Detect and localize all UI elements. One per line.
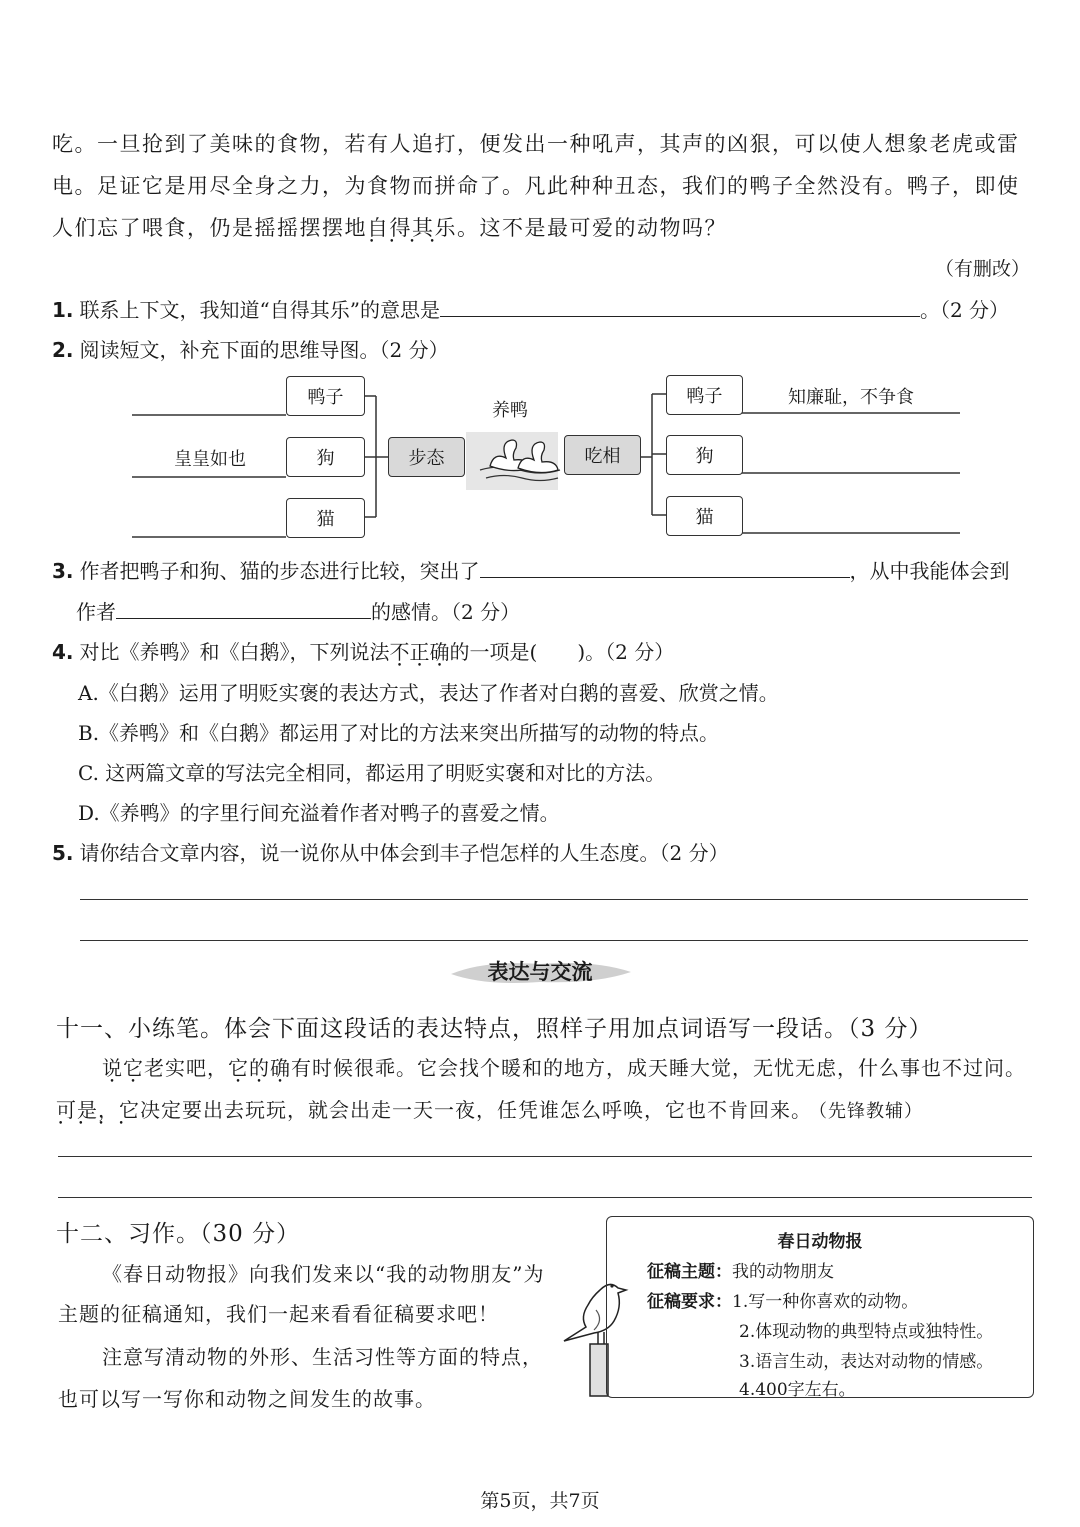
option-a[interactable]: A.《白鹅》运用了明贬实褒的表达方式，表达了作者对白鹅的喜爱、欣赏之情。 — [78, 681, 779, 705]
dotted-phrase: 自得其乐 • • • • — [367, 212, 457, 242]
left-hub-gait: 步态 — [388, 437, 465, 477]
s12-para1-line1: 《春日动物报》向我们发来以“我的动物朋友”为 — [102, 1262, 545, 1286]
left-node-dog: 狗 — [286, 437, 365, 477]
option-d[interactable]: D.《养鸭》的字里行间充溢着作者对鸭子的喜爱之情。 — [78, 801, 560, 825]
ducks-illustration — [466, 432, 560, 490]
question-5: 5. 请你结合文章内容，说一说你从中体会到丰子恺怎样的人生态度。（2 分） — [52, 841, 729, 865]
question-4: 4. 对比《养鸭》和《白鹅》，下列说法不正确的一项是( )。（2 分） — [52, 640, 675, 664]
right-answer-blank-dog[interactable] — [742, 453, 960, 473]
q3-answer-blank-2[interactable] — [116, 618, 371, 619]
right-note: 知廉耻，不争食 — [788, 387, 914, 408]
notice-theme-row: 征稿主题：我的动物朋友 — [647, 1262, 834, 1282]
q5-answer-line-1[interactable] — [80, 899, 1028, 900]
section-11-line-2: 可是 • • • •，它决定要出去玩玩，就会出走一天一夜，任凭谁怎么呼唤，它也不肯回来。 （先锋教辅） — [56, 1094, 923, 1123]
section-11-line-1: 说它老实吧，它的确有时候很乖。它会找个暖和的地方，成天睡大觉，无忧无虑，什么事也不过问。 — [102, 1056, 1026, 1080]
right-answer-blank-cat[interactable] — [742, 513, 960, 533]
notice-title: 春日动物报 — [777, 1232, 863, 1252]
left-note: 皇皇如也 — [174, 449, 246, 470]
question-2: 2. 阅读短文，补充下面的思维导图。（2 分） — [52, 338, 449, 362]
notice-req-row: 征稿要求：1.写一种你喜欢的动物。 — [647, 1292, 919, 1312]
q3-answer-blank-1[interactable] — [480, 577, 850, 578]
passage-line-1: 吃。一旦抢到了美味的食物，若有人追打，便发出一种吼声，其声的凶狠，可以使人想象老虎或雷 — [52, 132, 1020, 156]
passage-line-2: 电。足证它是用尽全身之力，为食物而拼命了。凡此种种丑态，我们的鸭子全然没有。鸭子，即使 — [52, 174, 1020, 198]
passage-line-3: 人们忘了喂食，仍是摇摇摆摆地自得其乐 • • • •。这不是最可爱的动物吗？ — [52, 212, 727, 242]
source-note: （有删改） — [935, 258, 1031, 280]
section-banner: 表达与交流 — [445, 954, 635, 988]
notice-req-3: 3.语言生动，表达对动物的情感。 — [739, 1352, 994, 1372]
right-node-dog: 狗 — [666, 435, 743, 475]
s12-para2-line1: 注意写清动物的外形、生活习性等方面的特点， — [102, 1345, 543, 1369]
q1-answer-blank[interactable] — [440, 316, 920, 317]
s12-para1-line2: 主题的征稿通知，我们一起来看看征稿要求吧！ — [58, 1302, 499, 1326]
left-answer-blank-duck[interactable] — [132, 395, 286, 415]
q5-answer-line-2[interactable] — [80, 940, 1028, 941]
right-hub-eating: 吃相 — [564, 435, 641, 475]
page-footer: 第5页，共7页 — [480, 1490, 600, 1512]
notice-req-2: 2.体现动物的典型特点或独特性。 — [739, 1322, 994, 1342]
left-node-cat: 猫 — [286, 498, 365, 538]
left-node-duck: 鸭子 — [286, 376, 365, 416]
option-b[interactable]: B.《养鸭》和《白鹅》都运用了对比的方法来突出所描写的动物的特点。 — [78, 721, 720, 745]
option-c[interactable]: C. 这两篇文章的写法完全相同，都运用了明贬实褒和对比的方法。 — [78, 761, 666, 785]
s11-answer-line-1[interactable] — [58, 1156, 1032, 1157]
s11-answer-line-2[interactable] — [58, 1197, 1032, 1198]
right-node-duck: 鸭子 — [666, 375, 743, 415]
left-answer-blank-cat[interactable] — [132, 517, 286, 537]
right-node-cat: 猫 — [666, 496, 743, 536]
question-1: 1. 联系上下文，我知道“自得其乐”的意思是 。（2 分） — [52, 298, 1010, 322]
question-3-line-2: 作者 的感情。（2 分） — [76, 600, 521, 624]
contribution-notice — [606, 1216, 1034, 1398]
section-12-title: 十二、习作。（30 分） — [56, 1221, 301, 1247]
mindmap-center-title: 养鸭 — [492, 400, 528, 421]
question-3: 3. 作者把鸭子和狗、猫的步态进行比较，突出了 ，从中我能体会到 — [52, 559, 1010, 583]
s12-para2-line2: 也可以写一写你和动物之间发生的故事。 — [58, 1387, 436, 1411]
section-11-title: 十一、小练笔。体会下面这段话的表达特点，照样子用加点词语写一段话。（3 分） — [56, 1016, 933, 1042]
notice-req-4: 4.400字左右。 — [739, 1380, 856, 1400]
